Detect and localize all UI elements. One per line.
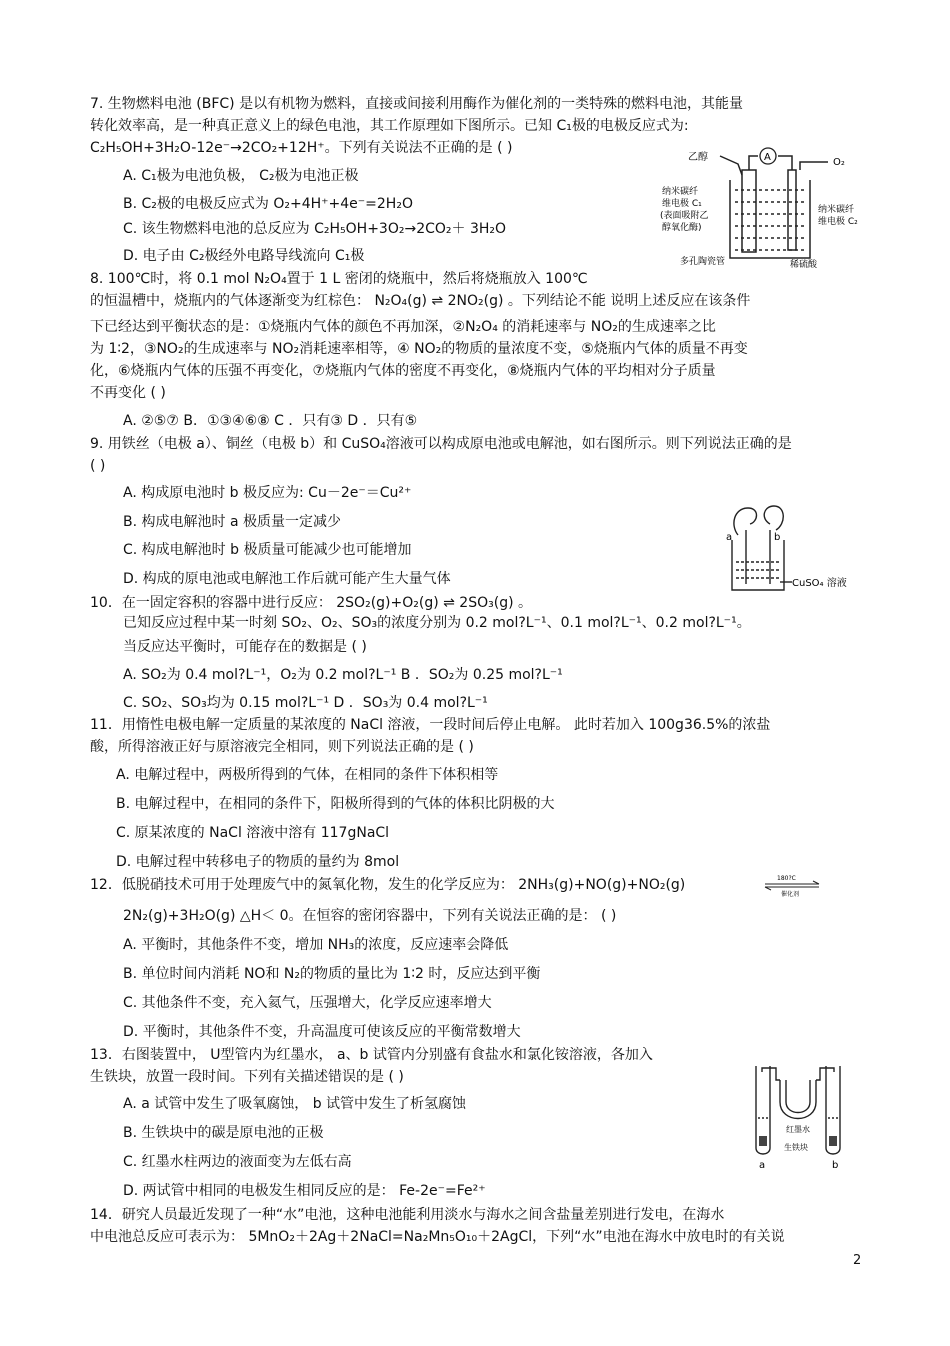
text-line: A. 电解过程中，两极所得到的气体，在相同的条件下体积相等 xyxy=(116,767,499,783)
c1-label-1: 纳米碳纤 xyxy=(662,187,699,197)
text-line: D. 两试管中相同的电极发生相同反应的是： Fe-2e⁻=Fe²⁺ xyxy=(123,1183,486,1199)
text-line: 10．在一固定容积的容器中进行反应： 2SO₂(g)+O₂(g) ⇌ 2SO₃(g) 。 xyxy=(90,595,532,611)
text-line: 已知反应过程中某一时刻 SO₂、O₂、SO₃的浓度分别为 0.2 mol?L⁻¹、0.1 mol?L⁻¹、0.2 mol?L⁻¹。 xyxy=(123,615,751,631)
text-line: C. 原某浓度的 NaCl 溶液中溶有 117gNaCl xyxy=(116,825,390,841)
cuso4-label: CuSO₄ 溶液 xyxy=(792,578,847,589)
text-line: D. 电子由 C₂极经外电路导线流向 C₁极 xyxy=(123,248,365,264)
electrode-b-label: b xyxy=(774,532,781,543)
text-line: C. SO₂、SO₃均为 0.15 mol?L⁻¹ D ．SO₃为 0.4 mol?L⁻¹ xyxy=(123,695,488,711)
text-line: 为 1∶2，③NO₂的生成速率与 NO₂消耗速率相等，④ NO₂的物质的量浓度不变，⑤烧瓶内气体的质量不再变 xyxy=(90,341,748,357)
text-line: 11．用惰性电极电解一定质量的某浓度的 NaCl 溶液，一段时间后停止电解。 此时若加入 100g36.5%的浓盐 xyxy=(90,717,771,733)
text-line: 12．低脱硝技术可用于处理废气中的氮氧化物，发生的化学反应为： 2NH₃(g)+NO(g)+NO₂(g) xyxy=(90,877,686,893)
text-line: D. 构成的原电池或电解池工作后就可能产生大量气体 xyxy=(123,571,451,587)
ethanol-label: 乙醇 xyxy=(688,152,708,163)
text-line: 的恒温槽中，烧瓶内的气体逐渐变为红棕色： N₂O₄(g) ⇌ 2NO₂(g) 。下列结论不能 说明上述反应在该条件 xyxy=(90,293,751,309)
text-line: 酸，所得溶液正好与原溶液完全相同，则下列说法正确的是 ( ) xyxy=(90,739,474,755)
text-line: B. 电解过程中，在相同的条件下，阳极所得到的气体的体积比阴极的大 xyxy=(116,796,555,812)
text-line: 9. 用铁丝（电极 a）、铜丝（电极 b）和 CuSO₄溶液可以构成原电池或电解池，如右图所示。则下列说法正确的是 xyxy=(90,436,792,452)
text-line: B. C₂极的电极反应式为 O₂+4H⁺+4e⁻=2H₂O xyxy=(123,196,413,212)
c2-label-2: 维电极 C₂ xyxy=(818,217,858,227)
ceramic-label: 多孔陶瓷管 xyxy=(680,257,726,267)
red-ink-label: 红墨水 xyxy=(786,1125,810,1134)
text-line: 生铁块，放置一段时间。下列有关描述错误的是 ( ) xyxy=(90,1069,404,1085)
reaction-arrow xyxy=(763,872,823,898)
text-line: 化，⑥烧瓶内气体的压强不再变化，⑦烧瓶内气体的密度不再变化，⑧烧瓶内气体的平均相对分子质量 xyxy=(90,363,716,379)
text-line: 下已经达到平衡状态的是：①烧瓶内气体的颜色不再加深，②N₂O₄ 的消耗速率与 NO₂的生成速率之比 xyxy=(90,319,716,335)
cuso4-cell-diagram xyxy=(720,500,850,595)
electrode-a-label: a xyxy=(726,532,733,543)
o2-label: O₂ xyxy=(833,157,845,168)
u-tube-diagram xyxy=(748,1062,848,1182)
biofuel-cell-diagram xyxy=(660,140,880,270)
c1-label-2: 维电极 C₁ xyxy=(662,199,702,209)
text-line: 7. 生物燃料电池 (BFC) 是以有机物为燃料，直接或间接利用酶作为催化剂的一类特殊的燃料电池，其能量 xyxy=(90,96,744,112)
text-line: 不再变化 ( ) xyxy=(90,385,166,401)
text-line: ( ) xyxy=(90,458,106,474)
page-number: 2 xyxy=(853,1253,862,1268)
text-line: 中电池总反应可表示为： 5MnO₂＋2Ag＋2NaCl=Na₂Mn₅O₁₀＋2AgCl，下列“水”电池在海水中放电时的有关说 xyxy=(90,1229,785,1245)
text-line: 2N₂(g)+3H₂O(g) △H＜ 0。在恒容的密闭容器中，下列有关说法正确的是： ( ) xyxy=(123,908,617,924)
iron-block-b xyxy=(829,1136,837,1146)
text-line: A. ②⑤⑦ B．①③④⑥⑧ C ．只有③ D ．只有⑤ xyxy=(123,413,418,429)
tube-a-label: a xyxy=(759,1160,766,1171)
text-line: D. 电解过程中转移电子的物质的量约为 8mol xyxy=(116,854,400,870)
c1-label-3: (表面吸附乙 xyxy=(660,211,709,221)
c1-label-4: 醇氧化酶) xyxy=(662,223,702,233)
text-line: 当反应达平衡时，可能存在的数据是 ( ) xyxy=(123,639,367,655)
reaction-condition-temp: 180?C xyxy=(777,875,796,882)
ammeter-label: A xyxy=(764,152,771,163)
text-line: C. 其他条件不变，充入氦气，压强增大，化学反应速率增大 xyxy=(123,995,492,1011)
text-line: B. 单位时间内消耗 NO和 N₂的物质的量比为 1∶2 时，反应达到平衡 xyxy=(123,966,541,982)
c2-label-1: 纳米碳纤 xyxy=(818,205,855,215)
text-line: C₂H₅OH+3H₂O-12e⁻→2CO₂+12H⁺。下列有关说法不正确的是 ( ) xyxy=(90,140,513,156)
text-line: A. a 试管中发生了吸氧腐蚀， b 试管中发生了析氢腐蚀 xyxy=(123,1096,467,1112)
text-line: A. SO₂为 0.4 mol?L⁻¹，O₂为 0.2 mol?L⁻¹ B ．SO₂为 0.25 mol?L⁻¹ xyxy=(123,667,563,683)
text-line: A. 构成原电池时 b 极反应为: Cu－2e⁻＝Cu²⁺ xyxy=(123,485,412,501)
text-line: 8. 100℃时，将 0.1 mol N₂O₄置于 1 L 密闭的烧瓶中，然后将烧瓶放入 100℃ xyxy=(90,271,588,287)
text-line: C. 红墨水柱两边的液面变为左低右高 xyxy=(123,1154,352,1170)
text-line: D. 平衡时，其他条件不变，升高温度可使该反应的平衡常数增大 xyxy=(123,1024,521,1040)
text-line: A. 平衡时，其他条件不变，增加 NH₃的浓度，反应速率会降低 xyxy=(123,937,509,953)
text-line: 14．研究人员最近发现了一种“水”电池，这种电池能利用淡水与海水之间含盐量差别进行发电，在海水 xyxy=(90,1207,725,1223)
acid-label: 稀硫酸 xyxy=(790,260,818,270)
text-line: B. 构成电解池时 a 极质量一定减少 xyxy=(123,514,341,530)
tube-b-label: b xyxy=(832,1160,839,1171)
text-line: 13．右图装置中， U型管内为红墨水， a、b 试管内分别盛有食盐水和氯化铵溶液，各加入 xyxy=(90,1047,653,1063)
iron-label: 生铁块 xyxy=(784,1143,808,1152)
text-line: C. 该生物燃料电池的总反应为 C₂H₅OH+3O₂→2CO₂＋ 3H₂O xyxy=(123,221,507,237)
reaction-condition-catalyst: 催化剂 xyxy=(781,891,800,898)
text-line: B. 生铁块中的碳是原电池的正极 xyxy=(123,1125,324,1141)
text-line: C. 构成电解池时 b 极质量可能减少也可能增加 xyxy=(123,542,412,558)
text-line: 转化效率高，是一种真正意义上的绿色电池，其工作原理如下图所示。已知 C₁极的电极反应式为: xyxy=(90,118,689,134)
iron-block-a xyxy=(759,1136,767,1146)
text-line: A. C₁极为电池负极， C₂极为电池正极 xyxy=(123,168,359,184)
